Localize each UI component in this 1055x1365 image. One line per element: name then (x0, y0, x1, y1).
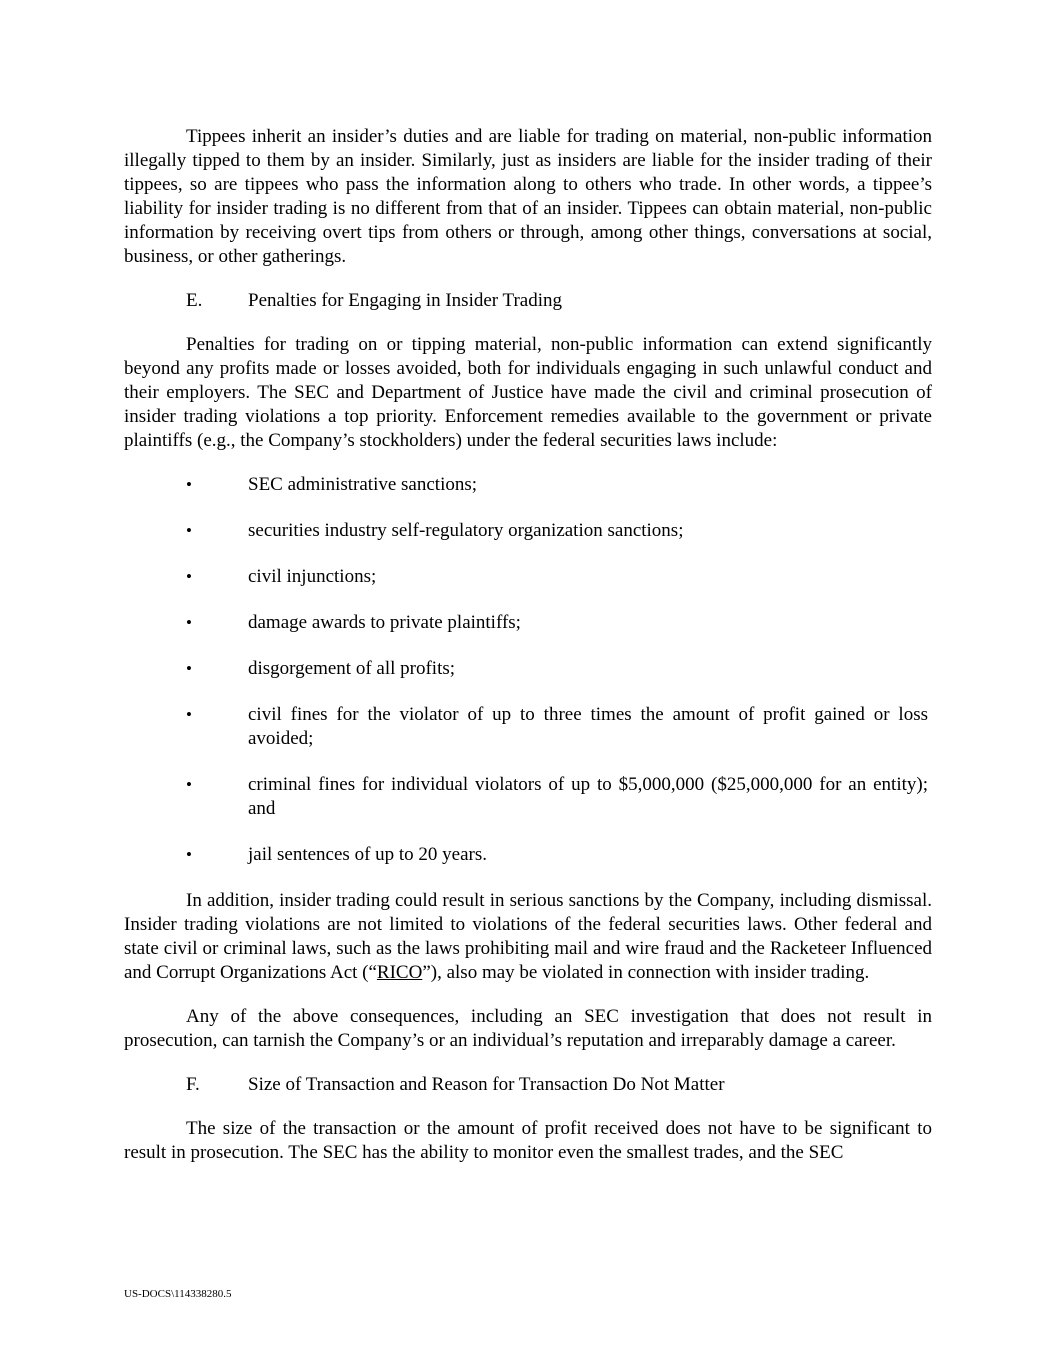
bullet-icon: • (186, 845, 192, 864)
list-item (124, 773, 932, 821)
paragraph-text: ”), also may be violated in connection with insider trading. (422, 962, 870, 983)
paragraph-transaction-size: The size of the transaction or the amount of profit received does not have to be significant to result in prosecution. The SEC has the ability to monitor even the smallest trades, and the SEC (124, 1118, 932, 1163)
bullet-icon: • (186, 475, 192, 494)
bullet-icon: • (186, 705, 192, 724)
list-item-text: criminal fines for individual violators of up to $5,000,000 ($25,000,000 for an entity); and (248, 774, 928, 819)
section-number: E. (186, 290, 203, 311)
section-number: F. (186, 1074, 200, 1095)
list-item-text: damage awards to private plaintiffs; (248, 612, 521, 633)
list-item-text: SEC administrative sanctions; (248, 474, 478, 495)
list-item-text: disgorgement of all profits; (248, 658, 456, 679)
list-item-text: civil fines for the violator of up to three times the amount of profit gained or loss avoided; (248, 704, 928, 749)
paragraph-text: In addition, insider trading could result in serious sanctions by the Company, including dismissal. Insider trading violations are not limited to violations of the federal securities laws. Other federal and state civil or criminal laws, such as the laws prohibiting mail and wire fraud and the Racketeer Influenced and Corrupt Organizations Act (“ (124, 890, 932, 983)
list-item (124, 473, 932, 497)
list-item-text: jail sentences of up to 20 years. (248, 844, 488, 865)
list-item-text: civil injunctions; (248, 566, 377, 587)
list-item (124, 657, 932, 681)
list-item (124, 843, 932, 867)
document-footer-id: US-DOCS\114338280.5 (124, 1288, 232, 1300)
document-page (124, 125, 932, 1185)
section-heading-e (124, 289, 932, 313)
list-item (124, 565, 932, 589)
paragraph-penalties: Penalties for trading on or tipping material, non-public information can extend significantly beyond any profits made or losses avoided, both for individuals engaging in such unlawful conduct and their employers. The SEC and Department of Justice have made the civil and criminal prosecution of insider trading violations a top priority. Enforcement remedies available to the government or private plaintiffs (e.g., the Company’s stockholders) under the federal securities laws include: (124, 334, 932, 451)
list-item-text: securities industry self-regulatory organization sanctions; (248, 520, 684, 541)
bullet-icon: • (186, 659, 192, 678)
list-item (124, 519, 932, 543)
defined-term-rico: RICO (376, 962, 423, 983)
paragraph-tippees: Tippees inherit an insider’s duties and are liable for trading on material, non-public information illegally tipped to them by an insider. Similarly, just as insiders are liable for the insider trading of their tippees, so are tippees who pass the information along to others who trade. In other words, a tippee’s liability for insider trading is no different from that of an insider. Tippees can obtain material, non-public information by receiving overt tips from others or through, among other things, conversations at social, business, or other gatherings. (124, 126, 932, 267)
bullet-icon: • (186, 613, 192, 632)
paragraph-additional-sanctions (124, 889, 932, 985)
section-title: Penalties for Engaging in Insider Trading (248, 290, 562, 311)
bullet-icon: • (186, 775, 192, 794)
bullet-icon: • (186, 521, 192, 540)
paragraph-consequences: Any of the above consequences, including an SEC investigation that does not result in prosecution, can tarnish the Company’s or an individual’s reputation and irreparably damage a career. (124, 1006, 932, 1051)
list-item (124, 611, 932, 635)
bullet-icon: • (186, 567, 192, 586)
section-title: Size of Transaction and Reason for Transaction Do Not Matter (248, 1074, 725, 1095)
remedies-list (124, 473, 932, 867)
section-heading-f (124, 1073, 932, 1097)
list-item (124, 703, 932, 751)
